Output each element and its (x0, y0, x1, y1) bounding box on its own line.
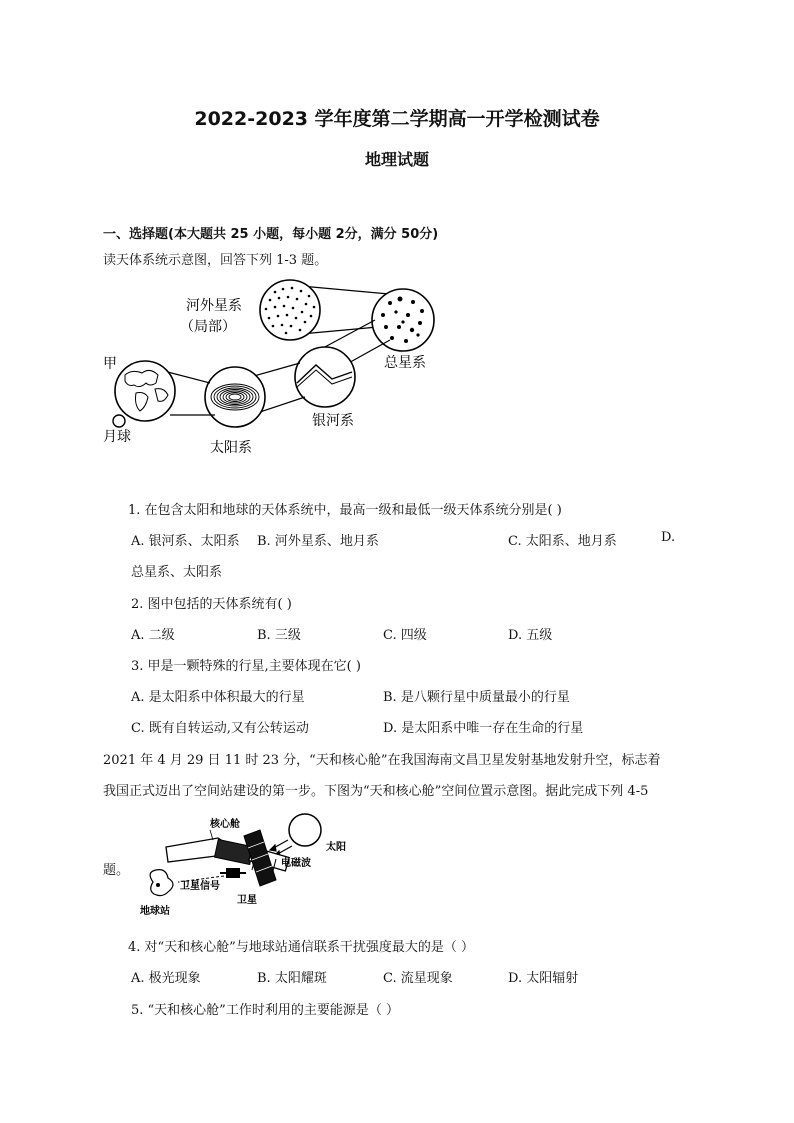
question-5-stem: 5. “天和核心舱”工作时利用的主要能源是（ ） (131, 1003, 399, 1018)
label-other-galaxy: 河外星系 (186, 298, 242, 314)
question-3-option-b: B. 是八颗行星中质量最小的行星 (383, 690, 570, 705)
label-moon: 月球 (103, 429, 131, 445)
question-1-option-a: A. 银河系、太阳系 (131, 534, 240, 549)
page-subtitle: 地理试题 (364, 150, 429, 169)
universe-circle (372, 289, 434, 351)
question-3-option-d: D. 是太阳系中唯一存在生命的行星 (383, 721, 584, 736)
section-intro: 读天体系统示意图，回答下列 1-3 题。 (103, 253, 328, 268)
moon-circle (113, 415, 125, 427)
label-em-wave: 电磁波 (281, 858, 311, 869)
question-2-option-a: A. 二级 (131, 628, 175, 643)
label-solar-system: 太阳系 (210, 440, 252, 456)
label-core-module: 核心舱 (210, 819, 240, 830)
other-galaxy-circle (260, 280, 320, 340)
question-4-option-a: A. 极光现象 (131, 971, 201, 986)
space-station-diagram (138, 810, 358, 922)
question-4-option-d: D. 太阳辐射 (508, 971, 579, 986)
label-sun: 太阳 (326, 842, 346, 853)
label-milky-way: 银河系 (312, 413, 354, 429)
section-heading: 一、选择题(本大题共 25 小题，每小题 2分，满分 50分) (103, 227, 439, 242)
earth-circle (115, 361, 175, 421)
sun-circle (289, 814, 321, 846)
question-1-option-c: C. 太阳系、地月系 (508, 534, 617, 549)
question-4-stem: 4. 对“天和核心舱”与地球站通信联系干扰强度最大的是（ ） (128, 940, 474, 955)
label-satellite-signal: 卫星信号 (180, 881, 220, 892)
passage-line-3: 题。 (103, 863, 130, 878)
question-2-option-b: B. 三级 (257, 628, 301, 643)
question-3-stem: 3. 甲是一颗特殊的行星,主要体现在它( ) (131, 659, 361, 674)
celestial-system-diagram (100, 275, 440, 460)
question-4-option-b: B. 太阳耀斑 (257, 971, 327, 986)
page-title: 2022-2023 学年度第二学期高一开学检测试卷 (194, 108, 600, 130)
label-universe: 总星系 (384, 355, 426, 371)
question-3-option-c: C. 既有自转运动,又有公转运动 (131, 721, 309, 736)
question-1-stem: 1. 在包含太阳和地球的天体系统中，最高一级和最低一级天体系统分别是( ) (128, 503, 562, 518)
question-2-option-c: C. 四级 (383, 628, 427, 643)
question-4-option-c: C. 流星现象 (383, 971, 453, 986)
passage-line-1: 2021 年 4 月 29 日 11 时 23 分，“天和核心舱”在我国海南文昌卫星发射基地发射升空，标志着 (103, 753, 661, 768)
question-1-option-b: B. 河外星系、地月系 (257, 534, 379, 549)
question-1-option-d: D. (661, 530, 676, 545)
label-jia: 甲 (103, 356, 117, 372)
label-other-galaxy-sub: （局部） (180, 319, 236, 335)
question-3-option-a: A. 是太阳系中体积最大的行星 (131, 690, 305, 705)
question-2-option-d: D. 五级 (508, 628, 553, 643)
passage-line-2: 我国正式迈出了空间站建设的第一步。下图为“天和核心舱”空间位置示意图。据此完成下列 4-5 (103, 784, 649, 799)
label-ground-station: 地球站 (140, 906, 170, 917)
question-1-option-d-text: 总星系、太阳系 (131, 565, 223, 580)
question-2-stem: 2. 图中包括的天体系统有( ) (131, 597, 292, 612)
label-satellite: 卫星 (237, 895, 257, 906)
